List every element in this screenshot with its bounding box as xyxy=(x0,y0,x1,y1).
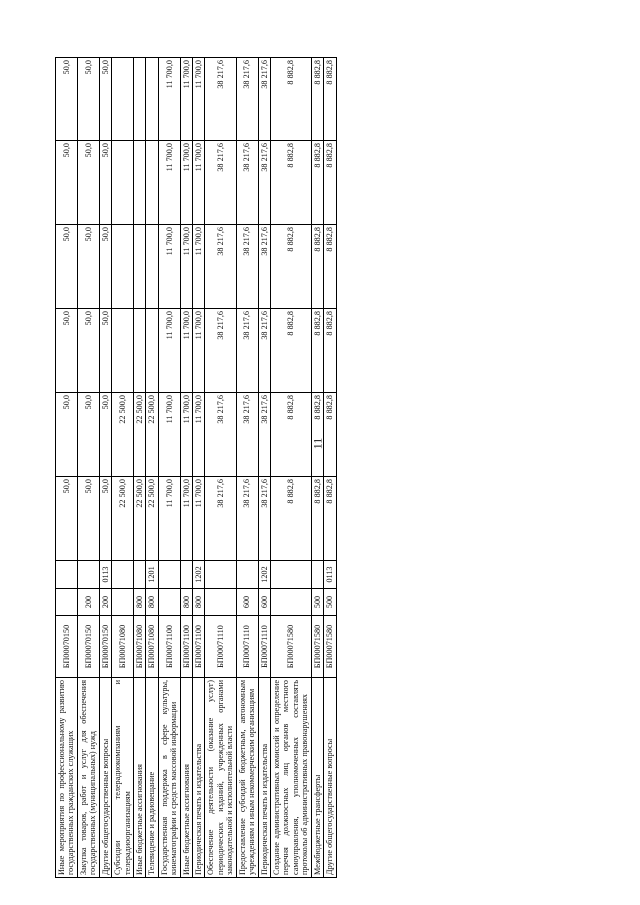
row-value-3 xyxy=(133,309,145,393)
row-value-5: 11 700,0 xyxy=(158,141,180,225)
table-row xyxy=(158,58,180,878)
row-name: Создание административных комиссий и определение перечня должностных лиц органов местного самоуправления, уполномоченных составлять протоколы об административных правонарушениях xyxy=(271,678,312,878)
row-value-6: 8 882,8 xyxy=(324,58,336,141)
table-row xyxy=(311,58,323,878)
row-value-1: 22 500,0 xyxy=(146,477,158,561)
row-expense-type xyxy=(112,589,134,616)
row-value-2: 38 217,6 xyxy=(236,393,258,477)
row-name: Государственная поддержка в сфере культуры, кинематографии и средств массовой информации xyxy=(158,678,180,878)
row-value-2: 50,0 xyxy=(77,393,99,477)
row-name: Другие общегосударственные вопросы xyxy=(99,678,111,878)
row-value-5 xyxy=(112,141,134,225)
row-section-code: 1202 xyxy=(258,561,270,589)
row-value-3: 11 700,0 xyxy=(180,309,192,393)
row-value-1: 38 217,6 xyxy=(205,477,236,561)
row-value-3: 8 882,8 xyxy=(311,309,323,393)
row-value-3: 38 217,6 xyxy=(205,309,236,393)
row-value-3 xyxy=(112,309,134,393)
row-name: Телевидение и радиовещание xyxy=(146,678,158,878)
row-value-2: 8 882,8 xyxy=(311,393,323,477)
row-section-code xyxy=(133,561,145,589)
row-value-4: 38 217,6 xyxy=(205,225,236,309)
row-name: Межбюджетные трансферты xyxy=(311,678,323,878)
row-value-1: 50,0 xyxy=(99,477,111,561)
row-expense-type: 500 xyxy=(324,589,336,616)
row-expense-type xyxy=(205,589,236,616)
row-target-code: БП00070150 xyxy=(99,616,111,678)
row-value-4: 8 882,8 xyxy=(311,225,323,309)
row-target-code: БП00071100 xyxy=(193,616,205,678)
row-expense-type: 600 xyxy=(258,589,270,616)
row-value-1: 11 700,0 xyxy=(158,477,180,561)
row-section-code xyxy=(56,561,78,589)
row-value-6: 38 217,6 xyxy=(236,58,258,141)
row-value-2: 22 500,0 xyxy=(133,393,145,477)
row-target-code: БП00071110 xyxy=(236,616,258,678)
row-section-code xyxy=(271,561,312,589)
row-value-4: 11 700,0 xyxy=(158,225,180,309)
table-row xyxy=(133,58,145,878)
row-value-4: 38 217,6 xyxy=(236,225,258,309)
row-value-6: 11 700,0 xyxy=(158,58,180,141)
row-value-1: 38 217,6 xyxy=(236,477,258,561)
page-number: 11 xyxy=(310,437,325,450)
row-value-2: 8 882,8 xyxy=(271,393,312,477)
row-value-6: 50,0 xyxy=(77,58,99,141)
row-value-6: 11 700,0 xyxy=(193,58,205,141)
row-expense-type: 200 xyxy=(77,589,99,616)
row-expense-type: 800 xyxy=(193,589,205,616)
row-value-1: 50,0 xyxy=(56,477,78,561)
row-name: Другие общегосударственные вопросы xyxy=(324,678,336,878)
row-target-code: БП00071100 xyxy=(158,616,180,678)
row-name: Иные бюджетные ассигнования xyxy=(133,678,145,878)
row-value-4: 50,0 xyxy=(99,225,111,309)
row-value-5: 50,0 xyxy=(56,141,78,225)
row-name: Иные мероприятия по профессиональному развитию государственных гражданских служащих xyxy=(56,678,78,878)
row-value-2: 50,0 xyxy=(99,393,111,477)
row-target-code: БП00071580 xyxy=(324,616,336,678)
row-value-5: 38 217,6 xyxy=(258,141,270,225)
row-section-code xyxy=(236,561,258,589)
row-value-2: 11 700,0 xyxy=(180,393,192,477)
row-value-4 xyxy=(133,225,145,309)
row-value-6: 8 882,8 xyxy=(311,58,323,141)
row-section-code xyxy=(205,561,236,589)
table-row xyxy=(56,58,78,878)
row-value-4: 38 217,6 xyxy=(258,225,270,309)
row-value-1: 22 500,0 xyxy=(133,477,145,561)
table-row xyxy=(112,58,134,878)
row-target-code: БП00071100 xyxy=(180,616,192,678)
row-name: Иные бюджетные ассигнования xyxy=(180,678,192,878)
row-value-5: 50,0 xyxy=(77,141,99,225)
row-value-5: 8 882,8 xyxy=(324,141,336,225)
row-value-5 xyxy=(133,141,145,225)
row-value-6: 50,0 xyxy=(99,58,111,141)
row-target-code: БП00070150 xyxy=(56,616,78,678)
row-target-code: БП00071110 xyxy=(258,616,270,678)
row-value-5: 8 882,8 xyxy=(311,141,323,225)
row-expense-type xyxy=(271,589,312,616)
row-value-1: 11 700,0 xyxy=(180,477,192,561)
row-value-6: 11 700,0 xyxy=(180,58,192,141)
table-row xyxy=(180,58,192,878)
row-value-1: 22 500,0 xyxy=(112,477,134,561)
table-row xyxy=(236,58,258,878)
row-target-code: БП00070150 xyxy=(77,616,99,678)
row-expense-type xyxy=(158,589,180,616)
row-value-2: 38 217,6 xyxy=(205,393,236,477)
row-value-6: 38 217,6 xyxy=(258,58,270,141)
row-expense-type: 800 xyxy=(146,589,158,616)
row-value-5 xyxy=(146,141,158,225)
row-target-code: БП00071580 xyxy=(311,616,323,678)
table-row xyxy=(205,58,236,878)
table-row xyxy=(258,58,270,878)
row-value-4: 50,0 xyxy=(77,225,99,309)
row-expense-type: 500 xyxy=(311,589,323,616)
row-value-1: 8 882,8 xyxy=(324,477,336,561)
row-target-code: БП00071580 xyxy=(271,616,312,678)
table-row xyxy=(193,58,205,878)
table-row xyxy=(77,58,99,878)
row-value-5: 50,0 xyxy=(99,141,111,225)
row-value-6: 50,0 xyxy=(56,58,78,141)
row-value-6 xyxy=(133,58,145,141)
row-section-code xyxy=(77,561,99,589)
row-name: Обеспечение деятельности (оказание услуг) периодических изданий, учрежденных органами законодательной и исполнительной власти xyxy=(205,678,236,878)
row-section-code xyxy=(112,561,134,589)
row-value-3: 11 700,0 xyxy=(193,309,205,393)
row-target-code: БП00071080 xyxy=(133,616,145,678)
row-target-code: БП00071080 xyxy=(146,616,158,678)
row-value-5: 8 882,8 xyxy=(271,141,312,225)
row-value-3: 50,0 xyxy=(77,309,99,393)
row-expense-type xyxy=(56,589,78,616)
table-row xyxy=(324,58,336,878)
row-value-5: 38 217,6 xyxy=(236,141,258,225)
row-value-5: 38 217,6 xyxy=(205,141,236,225)
table-row xyxy=(146,58,158,878)
row-value-3: 8 882,8 xyxy=(271,309,312,393)
row-value-6: 8 882,8 xyxy=(271,58,312,141)
row-value-6 xyxy=(146,58,158,141)
row-value-1: 38 217,6 xyxy=(258,477,270,561)
row-expense-type: 800 xyxy=(180,589,192,616)
row-value-2: 50,0 xyxy=(56,393,78,477)
row-target-code: БП00071080 xyxy=(112,616,134,678)
table-row xyxy=(99,58,111,878)
row-expense-type: 200 xyxy=(99,589,111,616)
row-section-code: 1201 xyxy=(146,561,158,589)
row-value-4 xyxy=(112,225,134,309)
row-value-3: 11 700,0 xyxy=(158,309,180,393)
row-value-3: 38 217,6 xyxy=(236,309,258,393)
row-section-code xyxy=(180,561,192,589)
row-value-6: 38 217,6 xyxy=(205,58,236,141)
row-section-code xyxy=(311,561,323,589)
row-value-2: 22 500,0 xyxy=(112,393,134,477)
row-section-code: 0113 xyxy=(99,561,111,589)
row-value-5: 11 700,0 xyxy=(193,141,205,225)
row-value-4: 11 700,0 xyxy=(180,225,192,309)
row-name: Периодическая печать и издательства xyxy=(193,678,205,878)
row-value-2: 11 700,0 xyxy=(193,393,205,477)
row-value-4: 8 882,8 xyxy=(271,225,312,309)
row-section-code xyxy=(158,561,180,589)
row-name: Предоставление субсидий бюджетным, автономным учреждениям и иным некоммерческим организациям xyxy=(236,678,258,878)
row-value-4: 11 700,0 xyxy=(193,225,205,309)
row-value-3 xyxy=(146,309,158,393)
row-value-2: 11 700,0 xyxy=(158,393,180,477)
row-value-1: 50,0 xyxy=(77,477,99,561)
row-value-3: 50,0 xyxy=(99,309,111,393)
table-row xyxy=(271,58,312,878)
row-value-3: 38 217,6 xyxy=(258,309,270,393)
row-value-5: 11 700,0 xyxy=(180,141,192,225)
row-value-1: 8 882,8 xyxy=(311,477,323,561)
row-name: Закупка товаров, работ и услуг для обеспечения государственных (муниципальных) нужд xyxy=(77,678,99,878)
row-value-3: 50,0 xyxy=(56,309,78,393)
row-value-4 xyxy=(146,225,158,309)
row-value-2: 38 217,6 xyxy=(258,393,270,477)
row-section-code: 1202 xyxy=(193,561,205,589)
row-name: Субсидии телерадиокомпаниям и телерадиоорганизациям xyxy=(112,678,134,878)
row-section-code: 0113 xyxy=(324,561,336,589)
row-value-2: 8 882,8 xyxy=(324,393,336,477)
row-target-code: БП00071110 xyxy=(205,616,236,678)
row-expense-type: 800 xyxy=(133,589,145,616)
row-expense-type: 600 xyxy=(236,589,258,616)
budget-table xyxy=(55,57,337,878)
row-value-4: 50,0 xyxy=(56,225,78,309)
row-value-1: 8 882,8 xyxy=(271,477,312,561)
row-name: Периодическая печать и издательства xyxy=(258,678,270,878)
row-value-1: 11 700,0 xyxy=(193,477,205,561)
row-value-2: 22 500,0 xyxy=(146,393,158,477)
row-value-3: 8 882,8 xyxy=(324,309,336,393)
row-value-6 xyxy=(112,58,134,141)
row-value-4: 8 882,8 xyxy=(324,225,336,309)
budget-table-rotated xyxy=(55,58,575,878)
